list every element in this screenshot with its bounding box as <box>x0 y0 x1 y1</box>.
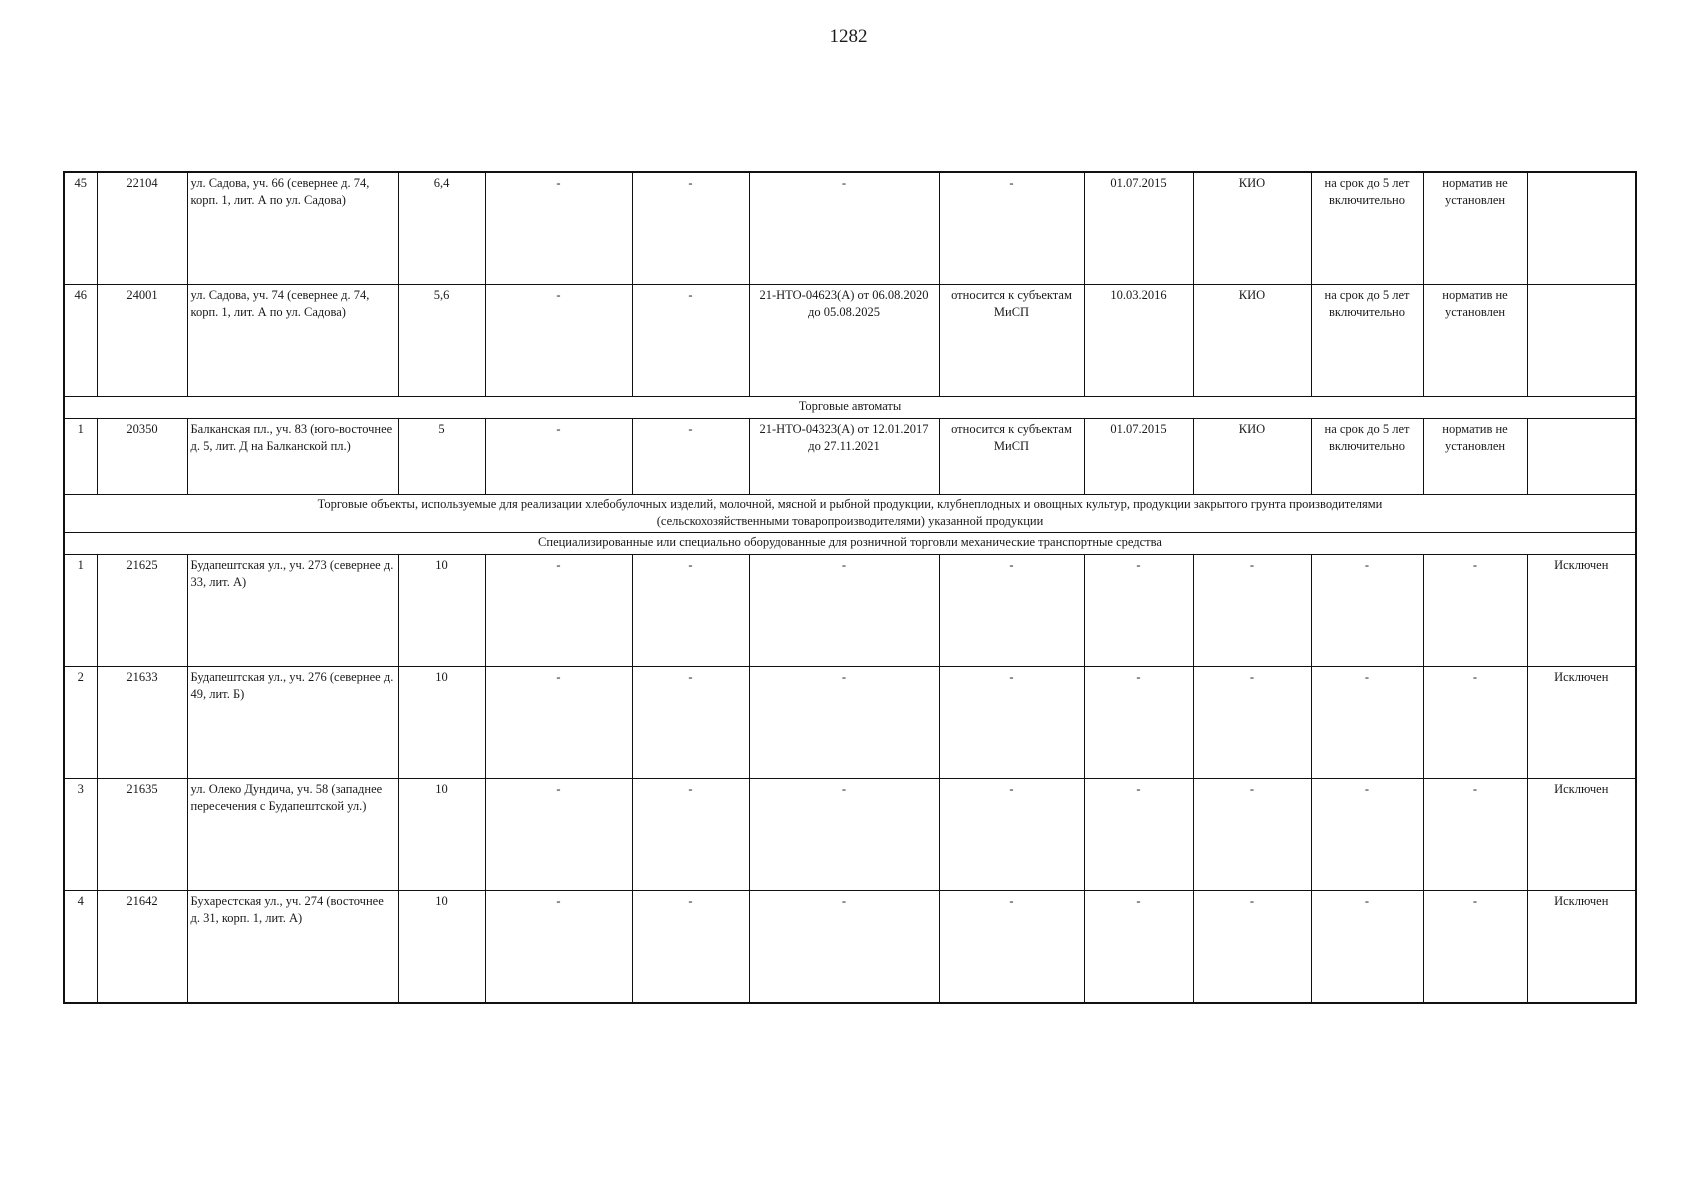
cell-contract: - <box>749 891 939 1004</box>
cell-registry-id: 22104 <box>97 172 187 285</box>
cell-col6: - <box>632 172 749 285</box>
cell-address: Будапештская ул., уч. 273 (севернее д. 33, лит. А) <box>187 555 398 667</box>
cell-msp: относится к субъектам МиСП <box>939 285 1084 397</box>
cell-authority: - <box>1193 891 1311 1004</box>
cell-contract: - <box>749 172 939 285</box>
cell-note <box>1527 419 1636 495</box>
table-row <box>64 285 1636 397</box>
cell-area: 5 <box>398 419 485 495</box>
table-row <box>64 779 1636 891</box>
cell-number: 2 <box>64 667 97 779</box>
cell-col6: - <box>632 285 749 397</box>
cell-msp: - <box>939 667 1084 779</box>
cell-term: - <box>1311 555 1423 667</box>
cell-date: - <box>1084 667 1193 779</box>
cell-registry-id: 21633 <box>97 667 187 779</box>
table-row <box>64 172 1636 285</box>
cell-date: 01.07.2015 <box>1084 172 1193 285</box>
cell-authority: - <box>1193 555 1311 667</box>
cell-col5: - <box>485 555 632 667</box>
cell-area: 10 <box>398 891 485 1004</box>
page-number: 1282 <box>829 26 868 47</box>
cell-msp: относится к субъектам МиСП <box>939 419 1084 495</box>
cell-contract: - <box>749 667 939 779</box>
cell-number: 1 <box>64 419 97 495</box>
cell-col6: - <box>632 779 749 891</box>
cell-col6: - <box>632 891 749 1004</box>
cell-msp: - <box>939 555 1084 667</box>
cell-area: 10 <box>398 555 485 667</box>
cell-date: 10.03.2016 <box>1084 285 1193 397</box>
cell-norm: норматив не установлен <box>1423 419 1527 495</box>
register-table <box>63 171 1637 1004</box>
section-heading: Торговые объекты, используемые для реализации хлебобулочных изделий, молочной, мясной и рыбной продукции, клубнеплодных и овощных культур, продукции закрытого грунта производителями (сельскохозяйственными товаропроизводителями) указанной продукции <box>64 495 1636 533</box>
cell-note <box>1527 172 1636 285</box>
cell-registry-id: 21635 <box>97 779 187 891</box>
cell-authority: КИО <box>1193 285 1311 397</box>
cell-authority: КИО <box>1193 172 1311 285</box>
cell-norm: норматив не установлен <box>1423 172 1527 285</box>
cell-contract: - <box>749 779 939 891</box>
cell-note: Исключен <box>1527 891 1636 1004</box>
cell-msp: - <box>939 779 1084 891</box>
cell-registry-id: 21642 <box>97 891 187 1004</box>
cell-col5: - <box>485 779 632 891</box>
cell-address: ул. Олеко Дундича, уч. 58 (западнее пересечения с Будапештской ул.) <box>187 779 398 891</box>
cell-authority: - <box>1193 779 1311 891</box>
cell-registry-id: 21625 <box>97 555 187 667</box>
section-heading-row <box>64 495 1636 533</box>
cell-term: - <box>1311 891 1423 1004</box>
cell-term: на срок до 5 лет включительно <box>1311 285 1423 397</box>
cell-date: - <box>1084 555 1193 667</box>
cell-date: - <box>1084 891 1193 1004</box>
cell-area: 6,4 <box>398 172 485 285</box>
cell-address: Бухарестская ул., уч. 274 (восточнее д. 31, корп. 1, лит. А) <box>187 891 398 1004</box>
cell-registry-id: 24001 <box>97 285 187 397</box>
cell-number: 1 <box>64 555 97 667</box>
section-heading-row <box>64 397 1636 419</box>
cell-col5: - <box>485 285 632 397</box>
cell-norm: - <box>1423 555 1527 667</box>
cell-note: Исключен <box>1527 555 1636 667</box>
cell-col5: - <box>485 891 632 1004</box>
table-row <box>64 667 1636 779</box>
cell-contract: - <box>749 555 939 667</box>
cell-col6: - <box>632 667 749 779</box>
cell-col6: - <box>632 555 749 667</box>
cell-date: - <box>1084 779 1193 891</box>
cell-norm: - <box>1423 891 1527 1004</box>
cell-msp: - <box>939 172 1084 285</box>
table-row <box>64 555 1636 667</box>
cell-number: 3 <box>64 779 97 891</box>
cell-area: 10 <box>398 667 485 779</box>
cell-address: ул. Садова, уч. 74 (севернее д. 74, корп. 1, лит. А по ул. Садова) <box>187 285 398 397</box>
cell-col5: - <box>485 172 632 285</box>
cell-note <box>1527 285 1636 397</box>
section-heading: Специализированные или специально оборудованные для розничной торговли механические транспортные средства <box>64 533 1636 555</box>
cell-norm: - <box>1423 779 1527 891</box>
cell-col5: - <box>485 667 632 779</box>
cell-note: Исключен <box>1527 779 1636 891</box>
section-heading: Торговые автоматы <box>64 397 1636 419</box>
cell-date: 01.07.2015 <box>1084 419 1193 495</box>
cell-area: 5,6 <box>398 285 485 397</box>
cell-term: на срок до 5 лет включительно <box>1311 172 1423 285</box>
cell-number: 4 <box>64 891 97 1004</box>
table-row <box>64 891 1636 1004</box>
cell-registry-id: 20350 <box>97 419 187 495</box>
cell-contract: 21-НТО-04623(А) от 06.08.2020 до 05.08.2025 <box>749 285 939 397</box>
cell-norm: норматив не установлен <box>1423 285 1527 397</box>
cell-number: 46 <box>64 285 97 397</box>
cell-authority: КИО <box>1193 419 1311 495</box>
cell-note: Исключен <box>1527 667 1636 779</box>
table-row <box>64 419 1636 495</box>
cell-norm: - <box>1423 667 1527 779</box>
cell-col6: - <box>632 419 749 495</box>
cell-number: 45 <box>64 172 97 285</box>
cell-contract: 21-НТО-04323(А) от 12.01.2017 до 27.11.2021 <box>749 419 939 495</box>
cell-term: - <box>1311 667 1423 779</box>
cell-address: Балканская пл., уч. 83 (юго-восточнее д. 5, лит. Д на Балканской пл.) <box>187 419 398 495</box>
section-heading-row <box>64 533 1636 555</box>
cell-col5: - <box>485 419 632 495</box>
cell-address: Будапештская ул., уч. 276 (севернее д. 49, лит. Б) <box>187 667 398 779</box>
cell-term: - <box>1311 779 1423 891</box>
cell-area: 10 <box>398 779 485 891</box>
cell-address: ул. Садова, уч. 66 (севернее д. 74, корп. 1, лит. А по ул. Садова) <box>187 172 398 285</box>
cell-msp: - <box>939 891 1084 1004</box>
cell-authority: - <box>1193 667 1311 779</box>
cell-term: на срок до 5 лет включительно <box>1311 419 1423 495</box>
